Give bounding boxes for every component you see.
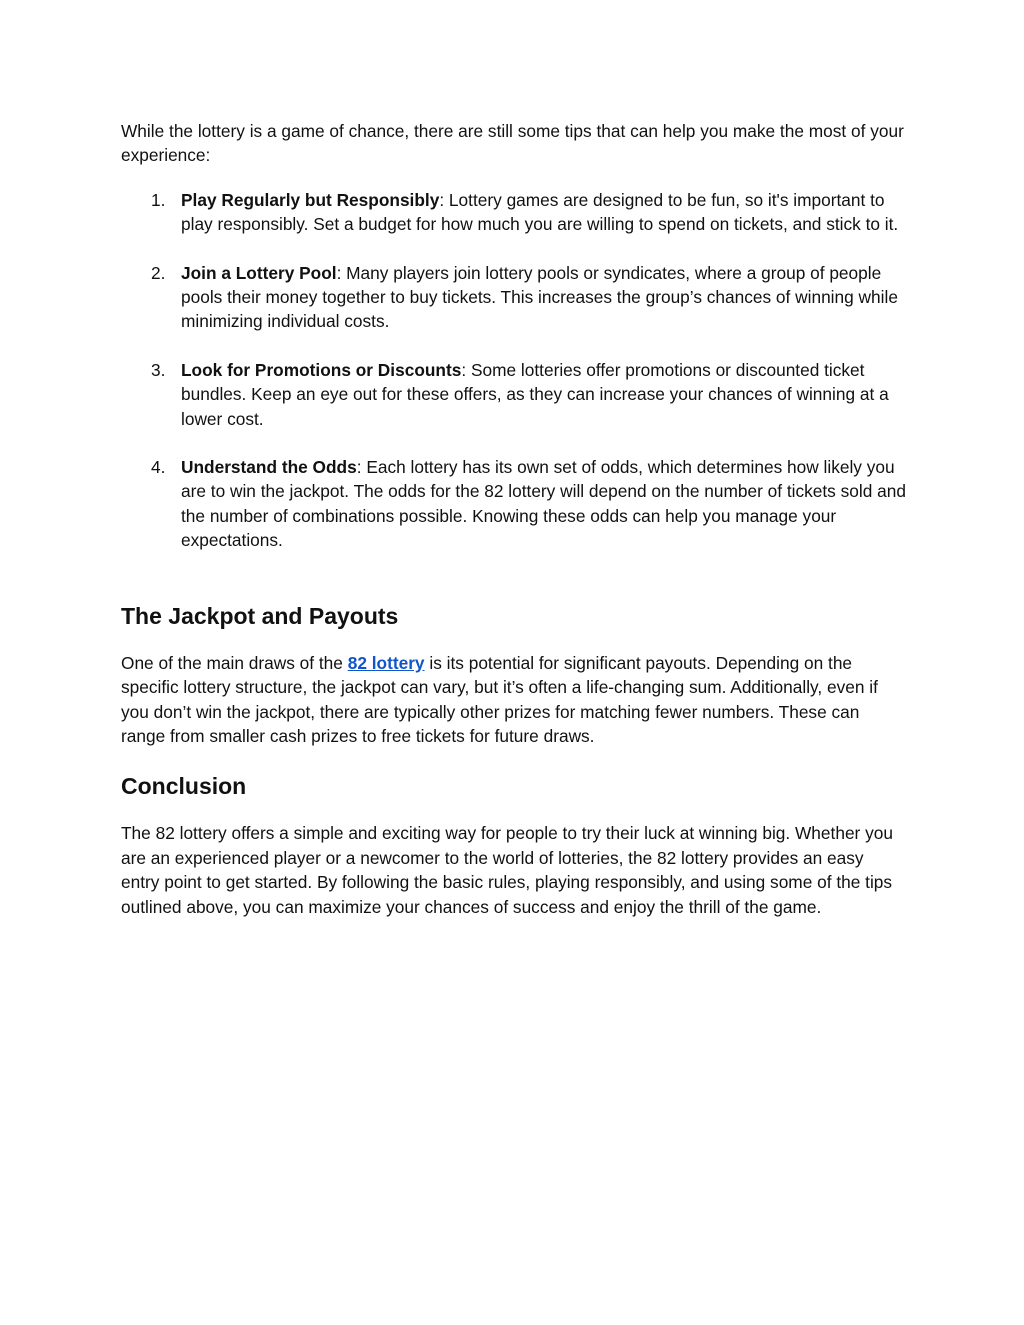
list-item: [121, 455, 906, 553]
tip-text: : Some lotteries offer promotions or discounted ticket bundles. Keep an eye out for these offers, as they can increase your chances of winning at a lower cost.: [181, 359, 889, 429]
jackpot-text-after-link: is its potential for significant payouts. Depending on the specific lottery structure, the jackpot can vary, but it’s often a life-changing sum. Additionally, even if you don’t win the jackpot, there are typically other prizes for matching fewer numbers. These can range from smaller cash prizes to free tickets for future draws.: [121, 652, 878, 746]
tip-term: Join a Lottery Pool: [181, 262, 337, 283]
jackpot-text-before-link: One of the main draws of the: [121, 652, 348, 673]
tip-term: Understand the Odds: [181, 457, 357, 478]
tips-list: [121, 188, 906, 553]
conclusion-paragraph: The 82 lottery offers a simple and exciting way for people to try their luck at winning big. Whether you are an experienced player or a newcomer to the world of lotteries, the 82 lottery provides an easy entry point to get started. By following the basic rules, playing responsibly, and using some of the tips outlined above, you can maximize your chances of success and enjoy the thrill of the game.: [121, 823, 893, 917]
tip-term: Look for Promotions or Discounts: [181, 359, 462, 380]
list-number: 3.: [151, 359, 166, 380]
conclusion-heading: Conclusion: [121, 773, 247, 800]
intro-paragraph: While the lottery is a game of chance, there are still some tips that can help you make the most of your experience:: [121, 121, 904, 166]
document-page: [121, 119, 906, 919]
tip-text: : Many players join lottery pools or syndicates, where a group of people pools their money together to buy tickets. This increases the group’s chances of winning while minimizing individual costs.: [181, 262, 898, 332]
list-item: [121, 358, 906, 431]
tip-term: Play Regularly but Responsibly: [181, 189, 440, 210]
jackpot-heading: The Jackpot and Payouts: [121, 602, 399, 629]
82-lottery-link[interactable]: 82 lottery: [347, 652, 425, 673]
list-number: 2.: [151, 262, 166, 283]
tip-text: : Each lottery has its own set of odds, which determines how likely you are to win the jackpot. The odds for the 82 lottery will depend on the number of tickets sold and the number of combinations possible. Knowing these odds can help you manage your expectations.: [181, 457, 906, 551]
list-number: 1.: [151, 189, 166, 210]
list-item: [121, 261, 906, 334]
jackpot-paragraph: [121, 651, 906, 749]
list-item: [121, 188, 906, 237]
tip-text: : Lottery games are designed to be fun, so it's important to play responsibly. Set a budget for how much you are willing to spend on tickets, and stick to it.: [181, 189, 899, 235]
list-number: 4.: [151, 457, 166, 478]
